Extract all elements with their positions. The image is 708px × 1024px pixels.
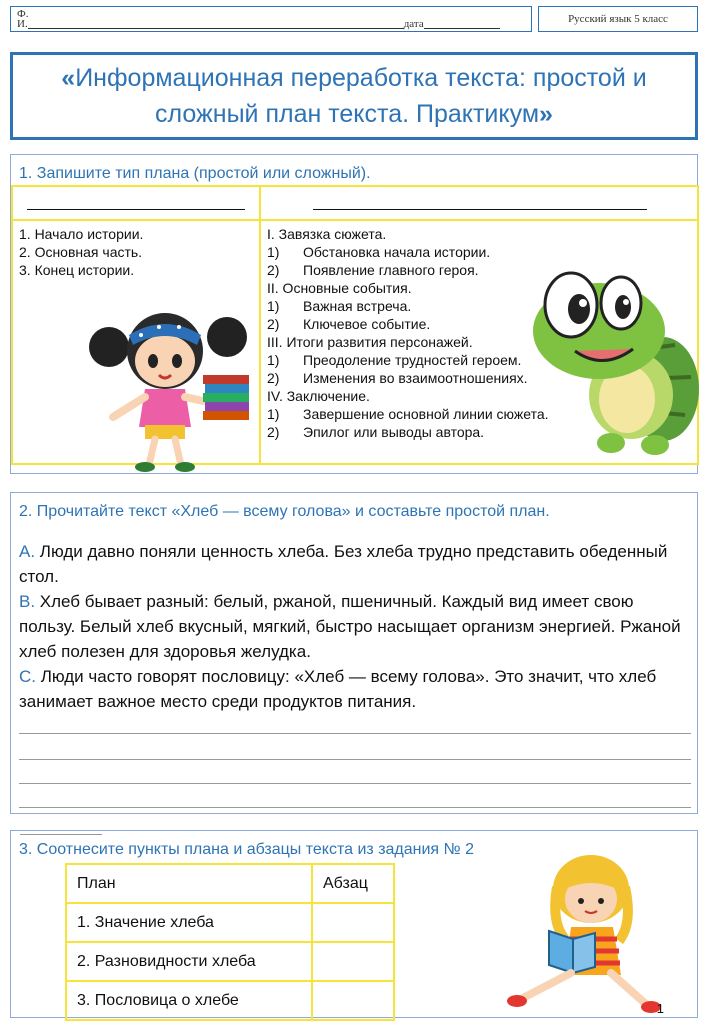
complex-plan-text: Изменения во взаимоотношениях. — [303, 370, 528, 386]
complex-plan-item — [267, 387, 549, 405]
task1-heading: 1. Запишите тип плана (простой или сложный). — [19, 165, 371, 182]
complex-plan-num: 2) — [267, 370, 280, 386]
plan-point: 3. Пословица о хлебе — [66, 981, 312, 1020]
complex-plan-item — [267, 405, 549, 423]
table-row — [66, 903, 394, 942]
complex-plan-item — [267, 279, 549, 297]
title-close-quote: » — [539, 100, 553, 128]
paragraph-letter: B. — [19, 592, 36, 611]
complex-plan-item — [267, 423, 549, 441]
paragraph-letter: C. — [19, 667, 36, 686]
simple-plan-item: 2. Основная часть. — [19, 244, 143, 260]
answer-line-simple[interactable] — [27, 209, 245, 210]
complex-plan-text: I. Завязка сюжета. — [267, 226, 387, 242]
complex-plan-text: Появление главного героя. — [303, 262, 479, 278]
complex-plan-text: IV. Заключение. — [267, 388, 370, 404]
paragraph-a — [19, 539, 691, 589]
date-blank[interactable] — [424, 28, 500, 29]
complex-plan-num: 1) — [267, 244, 280, 260]
paragraph-answer-cell[interactable] — [312, 981, 394, 1020]
col-paragraph-header: Абзац — [312, 864, 394, 903]
plan-point: 2. Разновидности хлеба — [66, 942, 312, 981]
paragraph-text: Люди давно поняли ценность хлеба. Без хлеба трудно представить обеденный стол. — [19, 542, 668, 586]
paragraph-answer-cell[interactable] — [312, 942, 394, 981]
answer-cell-simple[interactable] — [11, 185, 261, 221]
answer-cell-complex[interactable] — [259, 185, 699, 221]
complex-plan-text: Обстановка начала истории. — [303, 244, 491, 260]
complex-plan-item — [267, 351, 549, 369]
paragraph-c — [19, 664, 691, 714]
complex-plan-item — [267, 297, 549, 315]
complex-plan-text: Важная встреча. — [303, 298, 412, 314]
simple-plan-item: 3. Конец истории. — [19, 262, 135, 278]
task3-heading: 3. Соотнесите пункты плана и абзацы текста из задания № 2 — [19, 841, 475, 858]
page-number: 1 — [656, 1001, 664, 1016]
surname-label: И. — [17, 18, 28, 30]
girl-with-books-illustration — [79, 305, 255, 475]
answer-line-complex[interactable] — [313, 209, 647, 210]
complex-plan-num: 1) — [267, 352, 280, 368]
reading-girl-illustration — [461, 843, 671, 1019]
complex-plan-num: 2) — [267, 262, 280, 278]
complex-plan-item — [267, 315, 549, 333]
subject-label: Русский язык 5 класс — [538, 6, 698, 32]
complex-plan-text: Преодоление трудностей героем. — [303, 352, 522, 368]
col-plan-header: План — [66, 864, 312, 903]
complex-plan-text: II. Основные события. — [267, 280, 412, 296]
complex-plan-list — [267, 225, 549, 441]
title-text: Информационная переработка текста: простой и сложный план текста. Практикум — [75, 64, 647, 128]
table-header-row — [66, 864, 394, 903]
name-date-field — [10, 6, 532, 32]
complex-plan-text: Ключевое событие. — [303, 316, 431, 332]
task1-section — [10, 154, 698, 474]
task3-section — [10, 830, 698, 1018]
plan-point: 1. Значение хлеба — [66, 903, 312, 942]
complex-plan-text: Эпилог или выводы автора. — [303, 424, 485, 440]
complex-plan-item — [267, 243, 549, 261]
complex-plan-num: 2) — [267, 424, 280, 440]
surname-blank[interactable] — [28, 28, 404, 29]
answer-line[interactable] — [19, 783, 691, 784]
complex-plan-item — [267, 225, 549, 243]
page-title — [10, 52, 698, 140]
table-row — [66, 981, 394, 1020]
complex-plan-num: 2) — [267, 316, 280, 332]
complex-plan-text: Завершение основной линии сюжета. — [303, 406, 549, 422]
turtle-illustration — [515, 259, 699, 459]
paragraph-text: Хлеб бывает разный: белый, ржаной, пшеничный. Каждый вид имеет свою пользу. Белый хлеб вкусный, мягкий, быстро насыщает организм энергией. Ржаной хлеб полезен для здоровья желудка. — [19, 592, 681, 661]
paragraph-answer-cell[interactable] — [312, 903, 394, 942]
answer-line[interactable] — [19, 759, 691, 760]
table-row — [66, 942, 394, 981]
paragraph-b — [19, 589, 691, 664]
task2-text — [19, 539, 691, 714]
name-label: Ф. — [17, 8, 29, 20]
answer-line[interactable] — [19, 807, 691, 808]
complex-plan-item — [267, 261, 549, 279]
date-label: дата — [403, 18, 424, 30]
complex-plan-item — [267, 333, 549, 351]
simple-plan-list — [19, 225, 143, 279]
task2-section — [10, 492, 698, 814]
simple-plan-item: 1. Начало истории. — [19, 226, 144, 242]
answer-line[interactable] — [19, 733, 691, 734]
task2-heading: 2. Прочитайте текст «Хлеб — всему голова» и составьте простой план. — [19, 503, 550, 520]
complex-plan-num: 1) — [267, 406, 280, 422]
complex-plan-text: III. Итоги развития персонажей. — [267, 334, 473, 350]
complex-plan-num: 1) — [267, 298, 280, 314]
paragraph-letter: A. — [19, 542, 36, 561]
complex-plan-item — [267, 369, 549, 387]
title-open-quote: « — [61, 64, 76, 92]
paragraph-text: Люди часто говорят пословицу: «Хлеб — всему голова». Это значит, что хлеб занимает важное место среди продуктов питания. — [19, 667, 657, 711]
matching-table — [65, 863, 395, 1021]
